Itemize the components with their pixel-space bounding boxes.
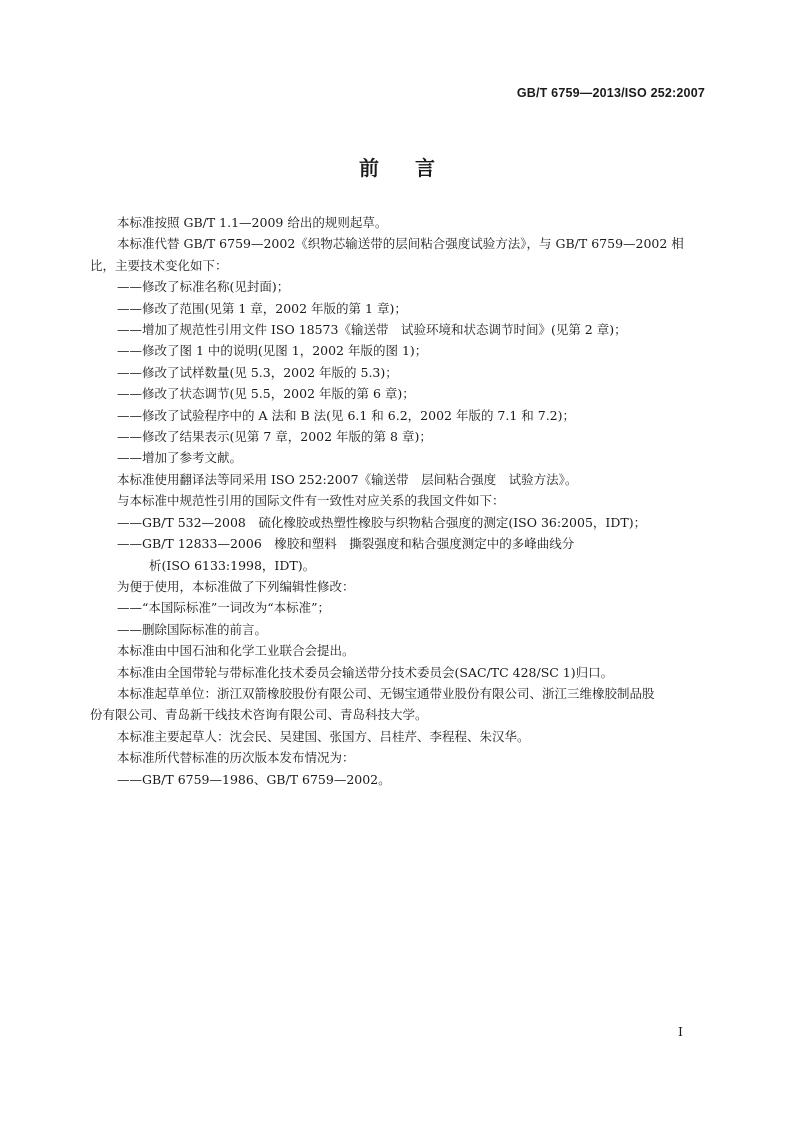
list-item: ——修改了状态调节(见 5.5，2002 年版的第 6 章)； — [117, 386, 415, 402]
paragraph: 本标准由中国石油和化学工业联合会提出。 — [117, 643, 355, 659]
list-item: ——“本国际标准”一词改为“本标准”； — [117, 600, 331, 616]
page-title: 前言 — [359, 156, 471, 180]
list-item: ——修改了试验程序中的 A 法和 B 法(见 6.1 和 6.2，2002 年版的 7.1 和 7.2)； — [117, 407, 576, 423]
paragraph: 本标准主要起草人：沈会民、吴建国、张国方、吕桂芹、李程程、朱汉华。 — [117, 728, 530, 744]
paragraph: 为便于使用，本标准做了下列编辑性修改： — [117, 578, 355, 594]
list-item: ——修改了结果表示(见第 7 章，2002 年版的第 8 章)； — [117, 429, 432, 445]
paragraph: 本标准代替 GB/T 6759—2002《织物芯输送带的层间粘合强度试验方法》，与 GB/T 6759—2002 相 — [117, 236, 684, 252]
list-item-continuation: 析(ISO 6133:1998，IDT)。 — [149, 557, 316, 573]
paragraph: 本标准由全国带轮与带标准化技术委员会输送带分技术委员会(SAC/TC 428/SC 1)归口。 — [117, 664, 614, 680]
list-item: ——增加了规范性引用文件 ISO 18573《输送带 试验环境和状态调节时间》(见第 2 章)； — [117, 322, 627, 338]
list-item: ——增加了参考文献。 — [117, 450, 243, 466]
paragraph: 本标准使用翻译法等同采用 ISO 252:2007《输送带 层间粘合强度 试验方法》。 — [117, 471, 578, 487]
list-item: ——GB/T 532—2008 硫化橡胶或热塑性橡胶与织物粘合强度的测定(ISO 36:2005，IDT)； — [117, 514, 647, 530]
paragraph: 与本标准中规范性引用的国际文件有一致性对应关系的我国文件如下： — [117, 493, 505, 509]
list-item: ——修改了图 1 中的说明(见图 1，2002 年版的图 1)； — [117, 343, 428, 359]
list-item: ——GB/T 6759—1986、GB/T 6759—2002。 — [117, 771, 391, 787]
page-number: I — [678, 1024, 683, 1039]
paragraph: 本标准所代替标准的历次版本发布情况为： — [117, 750, 355, 766]
paragraph-continuation: 比，主要技术变化如下： — [90, 257, 228, 273]
paragraph: 本标准起草单位：浙江双箭橡胶股份有限公司、无锡宝通带业股份有限公司、浙江三维橡胶制品股 — [117, 685, 655, 701]
paragraph: 本标准按照 GB/T 1.1—2009 给出的规则起草。 — [117, 215, 388, 230]
standard-code: GB/T 6759—2013/ISO 252:2007 — [516, 86, 705, 100]
list-item: ——修改了范围(见第 1 章，2002 年版的第 1 章)； — [117, 300, 407, 316]
list-item: ——删除国际标准的前言。 — [117, 621, 268, 637]
foreword-body — [90, 212, 704, 790]
list-item: ——GB/T 12833—2006 橡胶和塑料 撕裂强度和粘合强度测定中的多峰曲线分 — [117, 536, 575, 552]
list-item: ——修改了标准名称(见封面)； — [117, 279, 290, 295]
paragraph-continuation: 份有限公司、青岛新干线技术咨询有限公司、青岛科技大学。 — [90, 707, 428, 723]
list-item: ——修改了试样数量(见 5.3，2002 年版的 5.3)； — [117, 364, 398, 380]
